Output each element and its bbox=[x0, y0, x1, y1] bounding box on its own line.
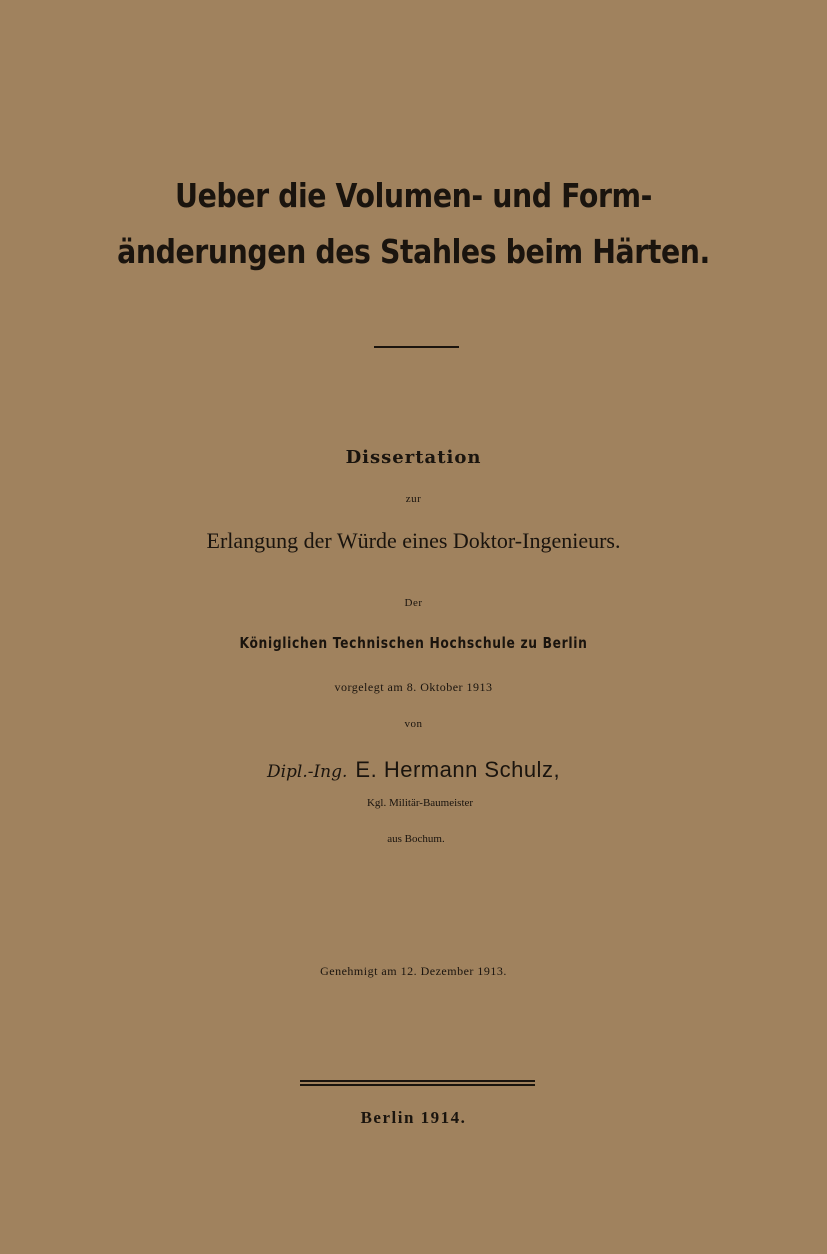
imprint-divider bbox=[300, 1080, 535, 1086]
author-line bbox=[0, 757, 827, 783]
title-divider bbox=[374, 346, 459, 348]
author-origin: aus Bochum. bbox=[387, 833, 445, 845]
title-line-2: änderungen des Stahles beim Härten. bbox=[117, 232, 710, 271]
connector-zur: zur bbox=[405, 493, 422, 505]
degree-purpose: Erlangung der Würde eines Doktor-Ingenieurs. bbox=[206, 528, 621, 553]
title-line-1: Ueber die Volumen- und Form- bbox=[174, 176, 653, 215]
connector-von: von bbox=[404, 718, 423, 730]
imprint: Berlin 1914. bbox=[360, 1108, 467, 1127]
document-title bbox=[58, 168, 769, 280]
document-type: Dissertation bbox=[345, 447, 482, 468]
submission-date: vorgelegt am 8. Oktober 1913 bbox=[334, 680, 493, 694]
approval-date: Genehmigt am 12. Dezember 1913. bbox=[320, 964, 507, 978]
institution-name: Königlichen Technischen Hochschule zu Berlin bbox=[239, 634, 588, 652]
author-rank: Kgl. Militär-Baumeister bbox=[366, 797, 474, 809]
author-title-prefix: Dipl.-Ing. bbox=[266, 762, 348, 782]
connector-der: Der bbox=[404, 597, 423, 609]
author-name: E. Hermann Schulz, bbox=[355, 757, 561, 782]
